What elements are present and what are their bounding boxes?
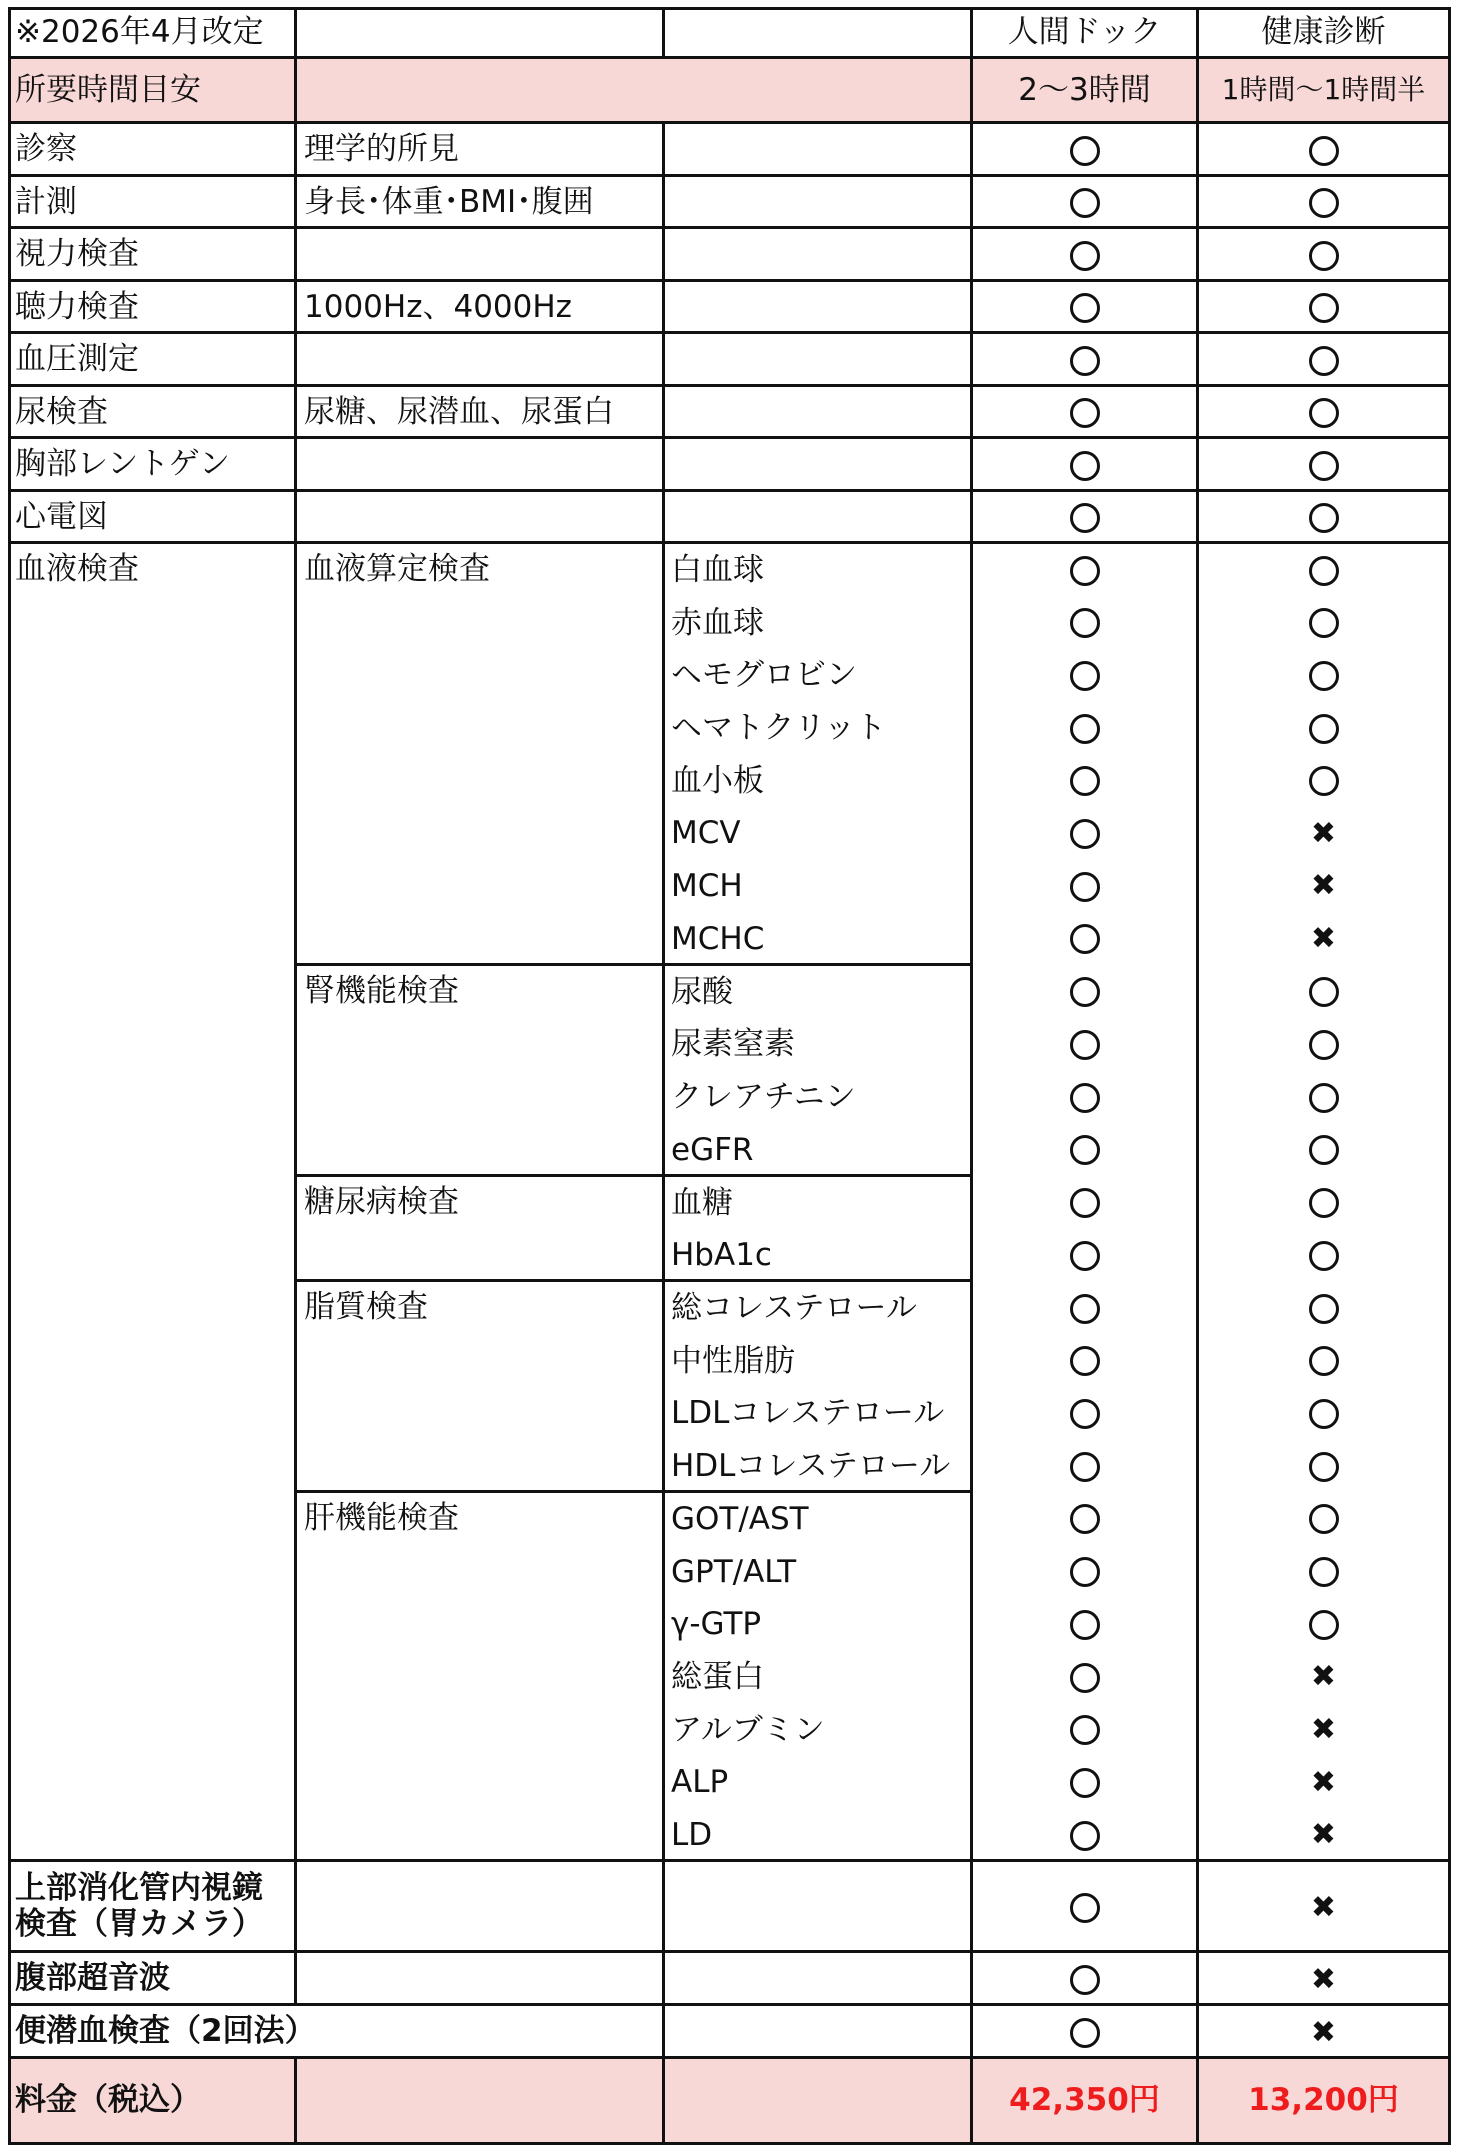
dock-availability (973, 860, 1196, 913)
cross-icon: ✖ (1310, 2014, 1337, 2050)
blood-test-label: 血液検査 (15, 551, 139, 587)
circle-icon (1070, 241, 1100, 271)
blood-group-cell (297, 1493, 665, 1862)
checkup-availability (1199, 1651, 1448, 1704)
exam-item-cell (8, 492, 297, 545)
exam-detail-cell (297, 439, 665, 492)
checkup-availability (1199, 1282, 1448, 1335)
blood-items-cell (665, 966, 973, 1177)
circle-icon (1309, 1188, 1339, 1218)
fecal-blood-label: 便潜血検査（2回法） (15, 2013, 316, 2049)
circle-icon (1309, 1346, 1339, 1376)
circle-icon (1070, 293, 1100, 323)
exam-item-label: 血圧測定 (15, 341, 139, 377)
checkup-availability (1199, 1335, 1448, 1388)
checkup-availability (1199, 1704, 1448, 1757)
price-checkup (1199, 2059, 1451, 2145)
blood-group-label: 肝機能検査 (304, 1499, 459, 1536)
duration-dock-value: 2〜3時間 (1018, 72, 1151, 108)
checkup-availability (1199, 807, 1448, 860)
ultrasound-checkup (1199, 1953, 1451, 2006)
duration-dock (973, 59, 1199, 124)
blood-checkup-column (1199, 544, 1451, 966)
circle-icon (1070, 872, 1100, 902)
blood-checkup-column (1199, 1177, 1451, 1282)
duration-label: 所要時間目安 (15, 72, 201, 108)
circle-icon (1070, 1135, 1100, 1165)
endoscopy-blank-1 (297, 1862, 665, 1953)
exam-item-label: 胸部レントゲン (15, 446, 230, 482)
circle-icon (1309, 451, 1339, 481)
dock-availability (973, 492, 1199, 545)
blood-item-label: ALP (671, 1764, 729, 1801)
cross-icon: ✖ (1310, 1889, 1337, 1925)
blood-group-cell (297, 544, 665, 966)
circle-icon (1070, 977, 1100, 1007)
circle-icon (1070, 2018, 1100, 2048)
dock-availability (973, 229, 1199, 282)
dock-availability (973, 1282, 1196, 1335)
circle-icon (1070, 924, 1100, 954)
price-label-cell (8, 2059, 297, 2145)
exam-item-cell (8, 387, 297, 440)
dock-availability (973, 177, 1199, 230)
exam-detail-cell (297, 387, 665, 440)
exam-detail-label: 理学的所見 (304, 131, 459, 167)
exam-detail-cell (297, 229, 665, 282)
circle-icon (1309, 714, 1339, 744)
circle-icon (1070, 1821, 1100, 1851)
blood-item-label: γ-GTP (671, 1606, 762, 1643)
blood-item-label: MCV (671, 815, 741, 852)
circle-icon (1070, 398, 1100, 428)
dock-availability (973, 1124, 1196, 1177)
dock-availability (973, 1335, 1196, 1388)
dock-availability (973, 755, 1196, 808)
exam-item-label: 計測 (15, 183, 77, 220)
exam-detail-cell (297, 177, 665, 230)
checkup-availability (1199, 755, 1448, 808)
fecal-blood-checkup (1199, 2006, 1451, 2059)
blood-item-label: 白血球 (671, 552, 764, 588)
circle-icon (1070, 714, 1100, 744)
circle-icon (1070, 819, 1100, 849)
checkup-availability (1199, 597, 1448, 650)
exam-detail-cell (297, 334, 665, 387)
circle-icon (1070, 556, 1100, 586)
blood-checkup-column (1199, 1282, 1451, 1493)
exam-subitem-blank (665, 229, 973, 282)
exam-item-cell (8, 124, 297, 177)
column-header-dock (973, 7, 1199, 59)
blood-item-label: ヘマトクリット (671, 710, 887, 747)
dock-availability (973, 1229, 1196, 1282)
dock-availability (973, 387, 1199, 440)
checkup-availability (1199, 229, 1451, 282)
endoscopy-label-line1: 上部消化管内視鏡 (15, 1870, 263, 1906)
duration-checkup-value: 1時間〜1時間半 (1221, 73, 1426, 106)
dock-availability (973, 1756, 1196, 1809)
dock-availability (973, 1018, 1196, 1071)
dock-availability (973, 702, 1196, 755)
circle-icon (1309, 1399, 1339, 1429)
circle-icon (1070, 1610, 1100, 1640)
dock-availability (973, 1177, 1196, 1230)
dock-availability (973, 1546, 1196, 1599)
duration-checkup (1199, 59, 1451, 124)
blood-item-label: クレアチニン (671, 1079, 856, 1116)
column-header-checkup (1199, 7, 1451, 59)
price-checkup-value: 13,200円 (1248, 2082, 1399, 2118)
blood-checkup-column (1199, 966, 1451, 1177)
exam-item-cell (8, 334, 297, 387)
circle-icon (1309, 977, 1339, 1007)
circle-icon (1309, 503, 1339, 533)
blood-group-label: 脂質検査 (304, 1289, 428, 1326)
circle-icon (1309, 1083, 1339, 1113)
dock-availability (973, 1651, 1196, 1704)
circle-icon (1070, 661, 1100, 691)
checkup-availability (1199, 1071, 1448, 1124)
circle-icon (1309, 188, 1339, 218)
blood-group-cell (297, 966, 665, 1177)
exam-detail-label: 尿糖、尿潜血、尿蛋白 (304, 393, 614, 430)
duration-blank (297, 59, 973, 124)
ultrasound-label: 腹部超音波 (15, 1960, 170, 1996)
blood-item-label: 血糖 (671, 1184, 733, 1221)
circle-icon (1309, 1135, 1339, 1165)
blood-item-label: LDLコレステロール (671, 1395, 945, 1432)
circle-icon (1309, 1452, 1339, 1482)
dock-availability (973, 1493, 1196, 1546)
cross-icon: ✖ (1310, 1711, 1337, 1747)
circle-icon (1309, 346, 1339, 376)
circle-icon (1070, 1893, 1100, 1923)
exam-detail-label: 1000Hz、4000Hz (304, 288, 572, 325)
blood-item-label: eGFR (671, 1131, 754, 1168)
checkup-availability (1199, 1809, 1448, 1862)
blood-group-label: 腎機能検査 (304, 972, 459, 1009)
blood-item-label: 尿素窒素 (671, 1026, 795, 1063)
circle-icon (1309, 1294, 1339, 1324)
circle-icon (1070, 1663, 1100, 1693)
blood-item-label: 赤血球 (671, 604, 764, 641)
dock-availability (973, 439, 1199, 492)
exam-item-cell (8, 177, 297, 230)
circle-icon (1070, 451, 1100, 481)
exam-detail-cell (297, 124, 665, 177)
checkup-availability (1199, 1177, 1448, 1230)
dock-availability (973, 1387, 1196, 1440)
blood-item-label: LD (671, 1817, 713, 1854)
exam-item-cell (8, 439, 297, 492)
blood-item-label: GPT/ALT (671, 1553, 797, 1590)
circle-icon (1309, 398, 1339, 428)
blood-item-label: アルブミン (671, 1711, 825, 1748)
dock-availability (973, 1440, 1196, 1493)
revision-note-cell (8, 7, 297, 59)
circle-icon (1070, 1188, 1100, 1218)
header-blank-1 (297, 7, 665, 59)
circle-icon (1070, 608, 1100, 638)
price-dock (973, 2059, 1199, 2145)
exam-item-label: 尿検査 (15, 393, 108, 430)
checkup-availability (1199, 649, 1448, 702)
endoscopy-dock (973, 1862, 1199, 1953)
cross-icon: ✖ (1310, 1659, 1337, 1695)
checkup-availability (1199, 1756, 1448, 1809)
circle-icon (1070, 188, 1100, 218)
cross-icon: ✖ (1310, 1764, 1337, 1800)
exam-comparison-table (8, 7, 1451, 2145)
exam-item-cell (8, 229, 297, 282)
circle-icon (1070, 1504, 1100, 1534)
exam-item-label: 診察 (15, 131, 77, 167)
blood-group-label: 血液算定検査 (304, 551, 490, 587)
exam-subitem-blank (665, 124, 973, 177)
exam-item-label: 心電図 (15, 498, 108, 535)
circle-icon (1070, 1452, 1100, 1482)
ultrasound-dock (973, 1953, 1199, 2006)
checkup-availability (1199, 1493, 1448, 1546)
checkup-availability (1199, 439, 1451, 492)
fecal-blood-dock (973, 2006, 1199, 2059)
blood-dock-column (973, 966, 1199, 1177)
cross-icon: ✖ (1310, 1961, 1337, 1997)
circle-icon (1070, 1030, 1100, 1060)
dock-availability (973, 966, 1196, 1019)
checkup-availability (1199, 177, 1451, 230)
ultrasound-blank-2 (665, 1953, 973, 2006)
circle-icon (1070, 1294, 1100, 1324)
blood-item-label: GOT/AST (671, 1500, 809, 1537)
ultrasound-label-cell (8, 1953, 297, 2006)
dock-availability (973, 334, 1199, 387)
header-blank-2 (665, 7, 973, 59)
exam-item-label: 聴力検査 (15, 288, 139, 325)
circle-icon (1070, 1768, 1100, 1798)
blood-group-label: 糖尿病検査 (304, 1183, 459, 1220)
circle-icon (1070, 1965, 1100, 1995)
exam-subitem-blank (665, 439, 973, 492)
blood-checkup-column (1199, 1493, 1451, 1862)
checkup-availability (1199, 966, 1448, 1019)
circle-icon (1309, 293, 1339, 323)
checkup-availability (1199, 913, 1448, 966)
exam-detail-cell (297, 492, 665, 545)
circle-icon (1309, 1610, 1339, 1640)
checkup-availability (1199, 492, 1451, 545)
endoscopy-label-line2: 検査（胃カメラ） (15, 1906, 263, 1942)
dock-availability (973, 124, 1199, 177)
price-label: 料金（税込） (15, 2082, 201, 2118)
column-header-checkup-label: 健康診断 (1261, 14, 1386, 50)
checkup-availability (1199, 1387, 1448, 1440)
ultrasound-blank-1 (297, 1953, 665, 2006)
circle-icon (1070, 1557, 1100, 1587)
exam-subitem-blank (665, 282, 973, 335)
price-dock-value: 42,350円 (1009, 2082, 1160, 2118)
blood-item-label: MCH (671, 868, 743, 905)
blood-items-cell (665, 1177, 973, 1282)
cross-icon: ✖ (1310, 815, 1337, 851)
exam-subitem-blank (665, 334, 973, 387)
fecal-blood-blank (665, 2006, 973, 2059)
circle-icon (1070, 1399, 1100, 1429)
exam-item-cell (8, 282, 297, 335)
checkup-availability (1199, 1229, 1448, 1282)
blood-item-label: HDLコレステロール (671, 1448, 951, 1485)
blood-items-cell (665, 1493, 973, 1862)
circle-icon (1070, 1346, 1100, 1376)
exam-subitem-blank (665, 387, 973, 440)
dock-availability (973, 1598, 1196, 1651)
blood-dock-column (973, 544, 1199, 966)
blood-item-label: 中性脂肪 (671, 1342, 795, 1379)
circle-icon (1070, 346, 1100, 376)
circle-icon (1309, 1241, 1339, 1271)
blood-group-cell (297, 1177, 665, 1282)
blood-items-cell (665, 544, 973, 966)
duration-label-cell (8, 59, 297, 124)
exam-detail-label: 身長･体重･BMI･腹囲 (304, 183, 594, 220)
circle-icon (1309, 766, 1339, 796)
circle-icon (1309, 1504, 1339, 1534)
exam-detail-cell (297, 282, 665, 335)
exam-item-label: 視力検査 (15, 236, 139, 272)
exam-subitem-blank (665, 492, 973, 545)
checkup-availability (1199, 1440, 1448, 1493)
circle-icon (1309, 556, 1339, 586)
dock-availability (973, 807, 1196, 860)
dock-availability (973, 1071, 1196, 1124)
fecal-blood-label-cell (8, 2006, 665, 2059)
price-blank-2 (665, 2059, 973, 2145)
circle-icon (1070, 766, 1100, 796)
blood-item-label: 血小板 (671, 762, 764, 799)
blood-item-label: 尿酸 (671, 973, 733, 1010)
checkup-availability (1199, 282, 1451, 335)
circle-icon (1070, 1715, 1100, 1745)
blood-items-cell (665, 1282, 973, 1493)
dock-availability (973, 649, 1196, 702)
blood-dock-column (973, 1493, 1199, 1862)
blood-item-label: MCHC (671, 920, 765, 957)
blood-item-label: HbA1c (671, 1237, 772, 1274)
checkup-availability (1199, 1546, 1448, 1599)
circle-icon (1309, 241, 1339, 271)
checkup-availability (1199, 860, 1448, 913)
blood-group-cell (297, 1282, 665, 1493)
circle-icon (1309, 661, 1339, 691)
blood-item-label: 総コレステロール (671, 1290, 917, 1327)
checkup-availability (1199, 124, 1451, 177)
dock-availability (973, 913, 1196, 966)
exam-subitem-blank (665, 177, 973, 230)
circle-icon (1070, 503, 1100, 533)
circle-icon (1309, 608, 1339, 638)
circle-icon (1309, 1557, 1339, 1587)
checkup-availability (1199, 334, 1451, 387)
cross-icon: ✖ (1310, 868, 1337, 904)
checkup-availability (1199, 1124, 1448, 1177)
blood-item-label: 総蛋白 (671, 1659, 764, 1696)
blood-dock-column (973, 1282, 1199, 1493)
endoscopy-checkup (1199, 1862, 1451, 1953)
price-blank-1 (297, 2059, 665, 2145)
cross-icon: ✖ (1310, 1817, 1337, 1853)
blood-dock-column (973, 1177, 1199, 1282)
endoscopy-blank-2 (665, 1862, 973, 1953)
circle-icon (1070, 136, 1100, 166)
blood-item-label: ヘモグロビン (671, 657, 857, 694)
column-header-dock-label: 人間ドック (1007, 14, 1162, 50)
dock-availability (973, 597, 1196, 650)
cross-icon: ✖ (1310, 920, 1337, 956)
checkup-availability (1199, 702, 1448, 755)
checkup-availability (1199, 387, 1451, 440)
circle-icon (1070, 1241, 1100, 1271)
revision-note: ※2026年4月改定 (15, 14, 264, 50)
dock-availability (973, 1704, 1196, 1757)
circle-icon (1309, 136, 1339, 166)
blood-test-label-cell (8, 544, 297, 1862)
dock-availability (973, 544, 1196, 597)
checkup-availability (1199, 1598, 1448, 1651)
dock-availability (973, 1809, 1196, 1862)
circle-icon (1309, 1030, 1339, 1060)
endoscopy-label-cell (8, 1862, 297, 1953)
checkup-availability (1199, 544, 1448, 597)
checkup-availability (1199, 1018, 1448, 1071)
dock-availability (973, 282, 1199, 335)
circle-icon (1070, 1083, 1100, 1113)
